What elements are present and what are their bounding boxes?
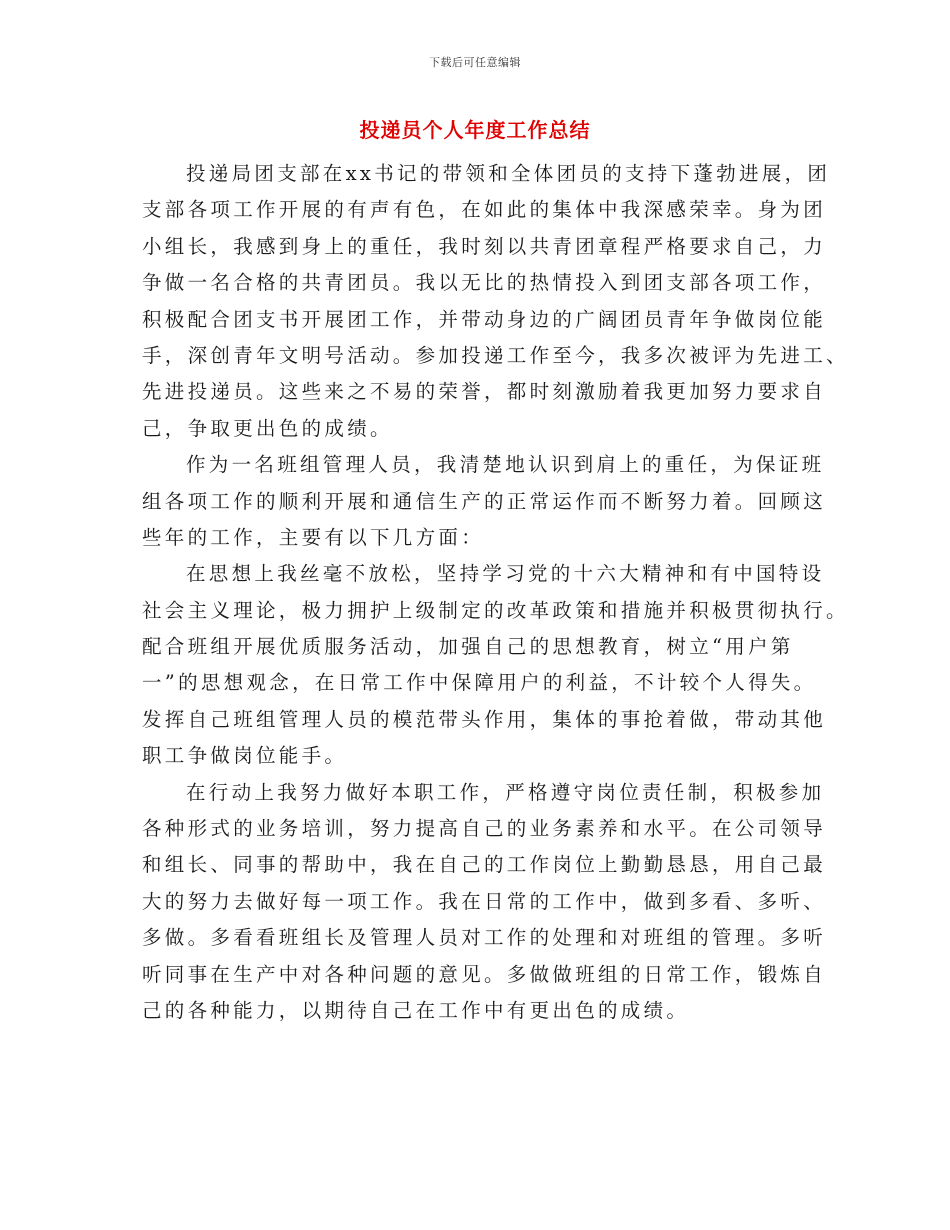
text-line: 争做一名合格的共青团员。我以无比的热情投入到团支部各项工作， xyxy=(142,271,827,295)
paragraph xyxy=(142,156,849,447)
paragraph xyxy=(142,447,827,556)
document-title: 投递员个人年度工作总结 xyxy=(359,118,591,142)
text-line: 己的各种能力，以期待自己在工作中有更出色的成绩。 xyxy=(142,998,690,1022)
text-line: 投递局团支部在xx书记的带领和全体团员的支持下蓬勃进展，团 xyxy=(186,162,831,185)
text-line: 发挥自己班组管理人员的模范带头作用，集体的事抢着做，带动其他 xyxy=(142,707,827,731)
header-note: 下载后可任意编辑 xyxy=(429,56,521,69)
paragraph xyxy=(142,556,849,774)
text-line: 组各项工作的顺利开展和通信生产的正常运作而不断努力着。回顾这 xyxy=(142,489,827,513)
paragraph xyxy=(142,775,827,1030)
document-body xyxy=(142,156,849,1029)
text-line: 小组长，我感到身上的重任，我时刻以共青团章程严格要求自己，力 xyxy=(142,234,827,258)
text-line: 一”的思想观念，在日常工作中保障用户的利益，不计较个人得失。 xyxy=(142,671,817,695)
text-line: 各种形式的业务培训，努力提高自己的业务素养和水平。在公司领导 xyxy=(142,817,827,841)
text-line: 作为一名班组管理人员，我清楚地认识到肩上的重任，为保证班 xyxy=(186,453,825,477)
text-line: 配合班组开展优质服务活动，加强自己的思想教育，树立“用户第 xyxy=(142,635,794,659)
text-line: 积极配合团支书开展团工作，并带动身边的广阔团员青年争做岗位能 xyxy=(142,307,827,331)
text-line: 在思想上我丝毫不放松，坚持学习党的十六大精神和有中国特设 xyxy=(186,562,825,586)
text-line: 先进投递员。这些来之不易的荣誉，都时刻激励着我更加努力要求自 xyxy=(142,380,827,404)
text-line: 大的努力去做好每一项工作。我在日常的工作中，做到多看、多听、 xyxy=(142,889,827,913)
text-line: 社会主义理论，极力拥护上级制定的改革政策和措施并积极贯彻执行。 xyxy=(142,598,849,622)
text-line: 和组长、同事的帮助中，我在自己的工作岗位上勤勤恳恳，用自己最 xyxy=(142,853,827,877)
text-line: 多做。多看看班组长及管理人员对工作的处理和对班组的管理。多听 xyxy=(142,926,827,950)
text-line: 手，深创青年文明号活动。参加投递工作至今，我多次被评为先进工、 xyxy=(142,343,849,367)
text-line: 己，争取更出色的成绩。 xyxy=(142,416,393,440)
text-line: 职工争做岗位能手。 xyxy=(142,744,348,768)
text-line: 在行动上我努力做好本职工作，严格遵守岗位责任制，积极参加 xyxy=(186,780,825,804)
text-line: 支部各项工作开展的有声有色，在如此的集体中我深感荣幸。身为团 xyxy=(142,198,827,222)
text-line: 些年的工作，主要有以下几方面： xyxy=(142,525,485,549)
text-line: 听同事在生产中对各种问题的意见。多做做班组的日常工作，锻炼自 xyxy=(142,962,827,986)
